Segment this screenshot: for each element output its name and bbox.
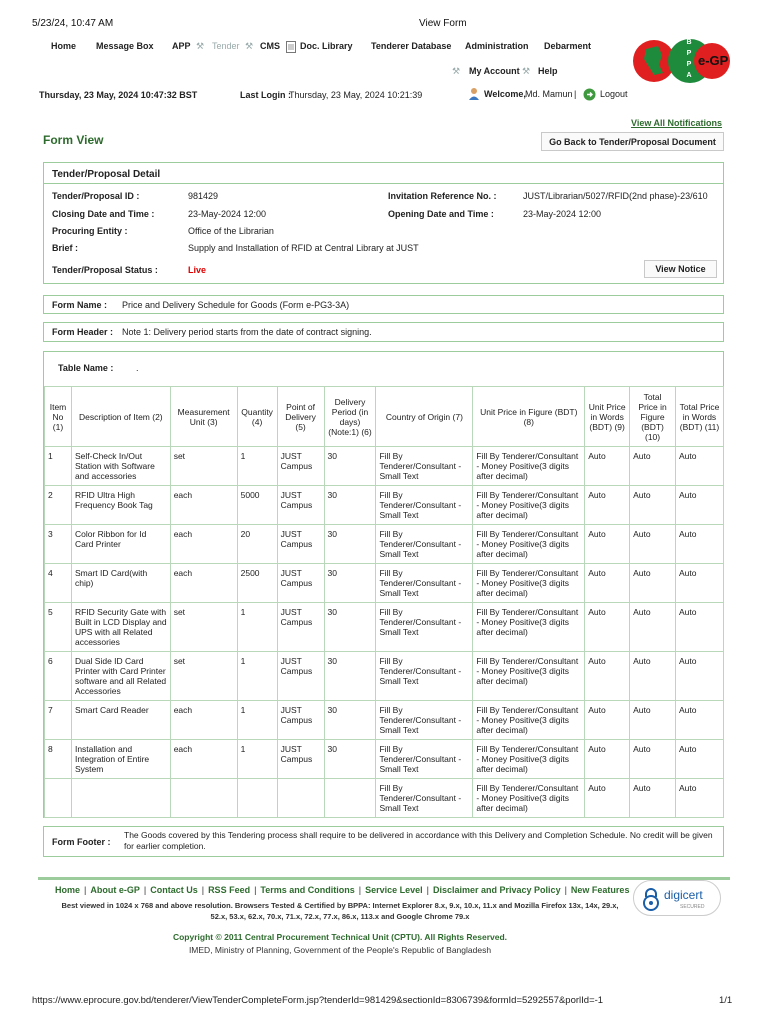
table-cell: Auto bbox=[676, 701, 724, 740]
table-cell: 5000 bbox=[237, 486, 277, 525]
table-cell: Fill By Tenderer/Consultant - Small Text bbox=[376, 603, 473, 652]
table-cell: 6 bbox=[45, 652, 72, 701]
table-cell: Auto bbox=[585, 603, 630, 652]
table-cell: 4 bbox=[45, 564, 72, 603]
current-datetime: Thursday, 23 May, 2024 10:47:32 BST bbox=[39, 90, 198, 100]
table-cell: each bbox=[170, 525, 237, 564]
table-row bbox=[45, 779, 724, 818]
table-cell: Color Ribbon for Id Card Printer bbox=[71, 525, 170, 564]
table-cell: 2 bbox=[45, 486, 72, 525]
brief-label: Brief : bbox=[52, 243, 79, 253]
table-row bbox=[45, 740, 724, 779]
table-cell: Auto bbox=[676, 779, 724, 818]
table-cell: 30 bbox=[324, 525, 376, 564]
lock-icon bbox=[640, 887, 662, 911]
table-row bbox=[45, 652, 724, 701]
table-cell: JUST Campus bbox=[277, 701, 324, 740]
col-header: Quantity (4) bbox=[237, 387, 277, 447]
nav-my-account[interactable]: My Account bbox=[469, 66, 520, 76]
table-cell: 8 bbox=[45, 740, 72, 779]
welcome-name: Md. Mamun bbox=[525, 89, 573, 99]
nav-doc-library[interactable]: Doc. Library bbox=[300, 41, 353, 51]
opening-date-value: 23-May-2024 12:00 bbox=[523, 209, 602, 219]
footer-link[interactable]: Terms and Conditions bbox=[260, 885, 355, 895]
col-header: Measurement Unit (3) bbox=[170, 387, 237, 447]
table-cell: JUST Campus bbox=[277, 564, 324, 603]
help-icon: ⚒ bbox=[522, 66, 531, 76]
logout-link[interactable]: Logout bbox=[600, 89, 628, 99]
table-row bbox=[45, 525, 724, 564]
table-cell: 1 bbox=[237, 740, 277, 779]
table-cell: Auto bbox=[585, 525, 630, 564]
brief-value: Supply and Installation of RFID at Central Library at JUST bbox=[188, 243, 419, 253]
col-header: Description of Item (2) bbox=[71, 387, 170, 447]
nav-app[interactable]: APP bbox=[172, 41, 191, 51]
table-cell: Auto bbox=[676, 652, 724, 701]
tender-id-label: Tender/Proposal ID : bbox=[52, 191, 140, 201]
ministry-line: IMED, Ministry of Planning, Government of the People's Republic of Bangladesh bbox=[188, 945, 492, 955]
footer-link[interactable]: New Features bbox=[570, 885, 630, 895]
table-cell: Auto bbox=[630, 447, 676, 486]
table-cell: Dual Side ID Card Printer with Card Printer software and all Related Accessories bbox=[71, 652, 170, 701]
table-cell: 20 bbox=[237, 525, 277, 564]
go-back-button[interactable]: Go Back to Tender/Proposal Document bbox=[541, 132, 724, 151]
table-cell: Auto bbox=[630, 740, 676, 779]
table-cell: Fill By Tenderer/Consultant - Money Positive(3 digits after decimal) bbox=[473, 701, 585, 740]
opening-date-label: Opening Date and Time : bbox=[388, 209, 494, 219]
nav-administration[interactable]: Administration bbox=[465, 41, 529, 51]
col-header: Unit Price in Figure (BDT) (8) bbox=[473, 387, 585, 447]
doc-library-icon bbox=[286, 41, 296, 55]
copyright: Copyright © 2011 Central Procurement Technical Unit (CPTU). All Rights Reserved. bbox=[172, 932, 508, 942]
table-cell: Auto bbox=[630, 701, 676, 740]
browser-note-line2: 52.x, 53.x, 62.x, 70.x, 71.x, 72.x, 77.x, 86.x, 113.x and Google Chrome 79.x bbox=[210, 912, 470, 921]
table-cell bbox=[277, 779, 324, 818]
digicert-badge[interactable] bbox=[633, 880, 721, 916]
browser-note-line1: Best viewed in 1024 x 768 and above resolution. Browsers Tested & Certified by BPPA: Internet Explorer 8.x, 9.x, 10.x, 11.x and Mozilla Firefox 13x, 14x, 29.x, bbox=[61, 901, 619, 910]
footer-link[interactable]: Disclaimer and Privacy Policy bbox=[433, 885, 561, 895]
nav-home[interactable]: Home bbox=[51, 41, 77, 51]
col-header: Point of Delivery (5) bbox=[277, 387, 324, 447]
table-cell: 1 bbox=[237, 447, 277, 486]
table-cell: Fill By Tenderer/Consultant - Money Positive(3 digits after decimal) bbox=[473, 740, 585, 779]
nav-debarment[interactable]: Debarment bbox=[544, 41, 592, 51]
price-schedule-table bbox=[44, 386, 724, 818]
table-cell: set bbox=[170, 447, 237, 486]
tender-icon: ⚒ bbox=[196, 41, 205, 51]
table-cell: Auto bbox=[585, 740, 630, 779]
table-cell: Auto bbox=[630, 525, 676, 564]
table-cell: JUST Campus bbox=[277, 486, 324, 525]
table-cell: Auto bbox=[630, 603, 676, 652]
table-cell: Smart ID Card(with chip) bbox=[71, 564, 170, 603]
closing-date-value: 23-May-2024 12:00 bbox=[188, 209, 267, 219]
table-cell: 5 bbox=[45, 603, 72, 652]
table-cell bbox=[71, 779, 170, 818]
invitation-ref-label: Invitation Reference No. : bbox=[388, 191, 497, 201]
table-cell: 1 bbox=[237, 603, 277, 652]
table-cell: 1 bbox=[237, 652, 277, 701]
tender-id-value: 981429 bbox=[188, 191, 219, 201]
table-cell: Auto bbox=[676, 603, 724, 652]
table-cell: RFID Security Gate with Built in LCD Display and UPS with all Related accessories bbox=[71, 603, 170, 652]
table-cell: 2500 bbox=[237, 564, 277, 603]
page-title: Form View bbox=[43, 133, 104, 147]
table-cell: 3 bbox=[45, 525, 72, 564]
digicert-text: digicert bbox=[664, 888, 703, 902]
footer-links bbox=[55, 885, 629, 895]
status-value: Live bbox=[188, 265, 207, 275]
col-header: Unit Price in Words (BDT) (9) bbox=[585, 387, 630, 447]
table-cell: Auto bbox=[676, 740, 724, 779]
table-cell: Auto bbox=[630, 486, 676, 525]
table-cell: Fill By Tenderer/Consultant - Small Text bbox=[376, 447, 473, 486]
table-cell: 7 bbox=[45, 701, 72, 740]
table-cell: set bbox=[170, 652, 237, 701]
table-cell: Auto bbox=[676, 447, 724, 486]
procuring-entity-value: Office of the Librarian bbox=[188, 226, 274, 236]
logo-letters: B P P A bbox=[686, 39, 692, 79]
view-all-notifications-link[interactable]: View All Notifications bbox=[630, 118, 722, 128]
table-cell: JUST Campus bbox=[277, 652, 324, 701]
table-cell: Auto bbox=[585, 564, 630, 603]
table-cell: Self-Check In/Out Station with Software and accessories bbox=[71, 447, 170, 486]
status-label: Tender/Proposal Status : bbox=[52, 265, 158, 275]
table-cell: Auto bbox=[585, 701, 630, 740]
table-cell: Fill By Tenderer/Consultant - Money Positive(3 digits after decimal) bbox=[473, 525, 585, 564]
table-cell: Auto bbox=[630, 779, 676, 818]
table-cell: Fill By Tenderer/Consultant - Money Positive(3 digits after decimal) bbox=[473, 486, 585, 525]
footer-separator: | bbox=[358, 885, 362, 895]
table-name-value: . bbox=[136, 363, 139, 373]
table-cell: 30 bbox=[324, 486, 376, 525]
nav-cms[interactable]: CMS bbox=[260, 41, 280, 51]
nav-tenderer-database[interactable]: Tenderer Database bbox=[371, 41, 452, 51]
col-header: Total Price in Figure (BDT) (10) bbox=[630, 387, 676, 447]
col-header: Total Price in Words (BDT) (11) bbox=[676, 387, 724, 447]
tender-detail-box bbox=[43, 162, 724, 284]
table-cell: JUST Campus bbox=[277, 603, 324, 652]
table-cell: 1 bbox=[45, 447, 72, 486]
table-header-row bbox=[45, 387, 724, 447]
table-cell bbox=[237, 779, 277, 818]
table-cell: 1 bbox=[237, 701, 277, 740]
col-header: Delivery Period (in days) (Note:1) (6) bbox=[324, 387, 376, 447]
footer-link[interactable]: Contact Us bbox=[150, 885, 198, 895]
table-cell: JUST Campus bbox=[277, 525, 324, 564]
table-cell: each bbox=[170, 486, 237, 525]
footer-separator: | bbox=[254, 885, 257, 895]
last-login-value: Thursday, 23 May, 2024 10:21:39 bbox=[289, 90, 423, 100]
footer-separator: | bbox=[564, 885, 567, 895]
form-footer-box bbox=[43, 826, 724, 857]
table-name-label: Table Name : bbox=[58, 363, 114, 373]
session-bar bbox=[38, 89, 730, 103]
table-cell: Smart Card Reader bbox=[71, 701, 170, 740]
form-name-box bbox=[43, 295, 724, 314]
procuring-entity-label: Procuring Entity : bbox=[52, 226, 128, 236]
table-cell: Fill By Tenderer/Consultant - Small Text bbox=[376, 701, 473, 740]
table-cell: Auto bbox=[585, 486, 630, 525]
form-footer-value: The Goods covered by this Tendering process shall require to be delivered in accordance with this Delivery and Completion Schedule. No credit will be given for earlier completion. bbox=[124, 830, 713, 851]
table-cell: Auto bbox=[676, 525, 724, 564]
nav-message-box[interactable]: Message Box bbox=[96, 41, 154, 51]
footer-link[interactable]: Home bbox=[55, 885, 81, 895]
table-cell: 30 bbox=[324, 447, 376, 486]
table-cell: Installation and Integration of Entire System bbox=[71, 740, 170, 779]
table-row bbox=[45, 447, 724, 486]
form-header-label: Form Header : bbox=[52, 327, 114, 337]
table-cell: Fill By Tenderer/Consultant - Small Text bbox=[376, 740, 473, 779]
table-cell: each bbox=[170, 701, 237, 740]
print-url: https://www.eprocure.gov.bd/tenderer/ViewTenderCompleteForm.jsp?tenderId=981429&sectionId=8306739&formId=5292557&porlId=-1 bbox=[32, 995, 604, 1006]
table-cell: Fill By Tenderer/Consultant - Small Text bbox=[376, 564, 473, 603]
user-icon bbox=[468, 87, 480, 103]
table-row bbox=[45, 603, 724, 652]
table-cell: Auto bbox=[630, 652, 676, 701]
top-nav bbox=[38, 41, 618, 81]
table-cell: set bbox=[170, 603, 237, 652]
table-cell: 30 bbox=[324, 652, 376, 701]
print-title: View Form bbox=[419, 18, 467, 29]
footer-separator: | bbox=[426, 885, 429, 895]
form-header-box bbox=[43, 322, 724, 342]
nav-tender[interactable]: Tender bbox=[212, 41, 240, 51]
table-cell bbox=[170, 779, 237, 818]
table-cell: Auto bbox=[630, 564, 676, 603]
table-cell: 30 bbox=[324, 603, 376, 652]
table-cell: Auto bbox=[585, 652, 630, 701]
print-page: 1/1 bbox=[719, 995, 733, 1006]
form-name-label: Form Name : bbox=[52, 300, 108, 310]
table-cell: 30 bbox=[324, 564, 376, 603]
cms-icon: ⚒ bbox=[245, 41, 254, 51]
table-cell: Fill By Tenderer/Consultant - Money Positive(3 digits after decimal) bbox=[473, 779, 585, 818]
nav-help[interactable]: Help bbox=[538, 66, 558, 76]
table-row bbox=[45, 564, 724, 603]
print-datetime: 5/23/24, 10:47 AM bbox=[32, 18, 114, 29]
col-header: Country of Origin (7) bbox=[376, 387, 473, 447]
col-header: Item No (1) bbox=[45, 387, 72, 447]
logout-icon bbox=[583, 88, 596, 103]
table-cell: Auto bbox=[585, 447, 630, 486]
table-cell: Fill By Tenderer/Consultant - Small Text bbox=[376, 652, 473, 701]
egp-logo[interactable] bbox=[632, 33, 732, 89]
footer-link[interactable]: About e-GP bbox=[90, 885, 140, 895]
table-row bbox=[45, 701, 724, 740]
my-account-icon: ⚒ bbox=[452, 66, 461, 76]
detail-heading: Tender/Proposal Detail bbox=[44, 163, 723, 184]
logo-text: e-GP bbox=[698, 53, 729, 68]
table-cell: Fill By Tenderer/Consultant - Money Positive(3 digits after decimal) bbox=[473, 447, 585, 486]
view-notice-button[interactable]: View Notice bbox=[644, 260, 717, 278]
form-name-value: Price and Delivery Schedule for Goods (Form e-PG3-3A) bbox=[122, 300, 350, 310]
digicert-sub: SECURED bbox=[680, 904, 705, 910]
table-cell: Auto bbox=[676, 486, 724, 525]
table-cell: 30 bbox=[324, 740, 376, 779]
table-cell: Fill By Tenderer/Consultant - Small Text bbox=[376, 486, 473, 525]
table-cell: Fill By Tenderer/Consultant - Money Positive(3 digits after decimal) bbox=[473, 564, 585, 603]
table-cell: JUST Campus bbox=[277, 740, 324, 779]
footer-link[interactable]: RSS Feed bbox=[208, 885, 251, 895]
footer-divider bbox=[38, 877, 730, 880]
welcome-label: Welcome, bbox=[484, 89, 526, 99]
table-cell: each bbox=[170, 564, 237, 603]
table-cell: Fill By Tenderer/Consultant - Money Positive(3 digits after decimal) bbox=[473, 603, 585, 652]
table-cell: JUST Campus bbox=[277, 447, 324, 486]
table-cell: Auto bbox=[676, 564, 724, 603]
table-cell bbox=[324, 779, 376, 818]
table-body bbox=[45, 447, 724, 818]
last-login-label: Last Login : bbox=[240, 90, 291, 100]
form-footer-label: Form Footer : bbox=[52, 837, 111, 847]
footer-link[interactable]: Service Level bbox=[365, 885, 423, 895]
table-cell: Auto bbox=[585, 779, 630, 818]
closing-date-label: Closing Date and Time : bbox=[52, 209, 155, 219]
footer-separator: | bbox=[143, 885, 147, 895]
table-cell bbox=[45, 779, 72, 818]
separator: | bbox=[574, 89, 577, 99]
table-cell: RFID Ultra High Frequency Book Tag bbox=[71, 486, 170, 525]
footer-separator: | bbox=[201, 885, 205, 895]
table-row bbox=[45, 486, 724, 525]
invitation-ref-value: JUST/Librarian/5027/RFID(2nd phase)-23/610 bbox=[523, 191, 708, 201]
table-cell: each bbox=[170, 740, 237, 779]
table-cell: Fill By Tenderer/Consultant - Money Positive(3 digits after decimal) bbox=[473, 652, 585, 701]
table-cell: Fill By Tenderer/Consultant - Small Text bbox=[376, 525, 473, 564]
footer-separator: | bbox=[84, 885, 87, 895]
table-cell: Fill By Tenderer/Consultant - Small Text bbox=[376, 779, 473, 818]
table-cell: 30 bbox=[324, 701, 376, 740]
form-header-value: Note 1: Delivery period starts from the date of contract signing. bbox=[122, 327, 372, 337]
